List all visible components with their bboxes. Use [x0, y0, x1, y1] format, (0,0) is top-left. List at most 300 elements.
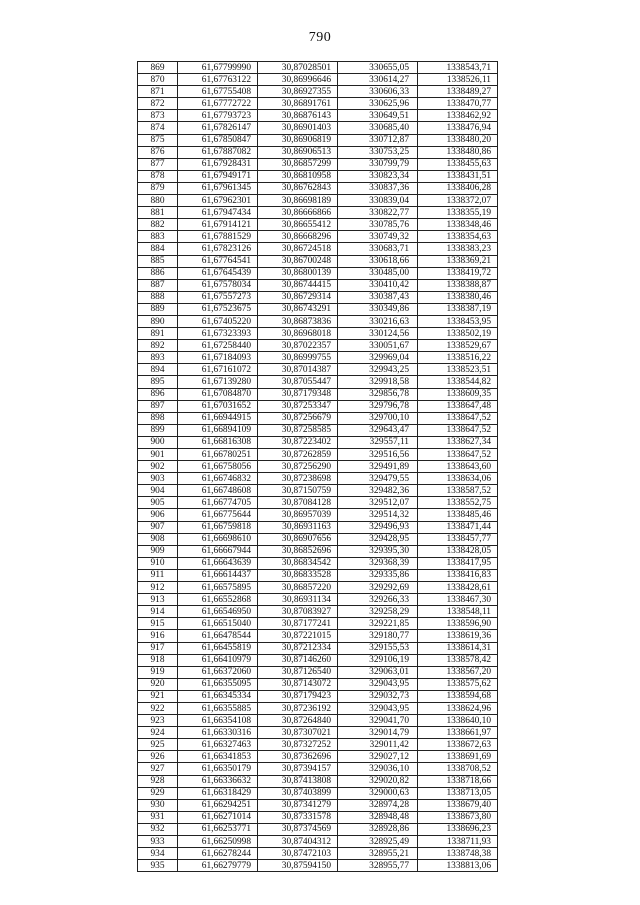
x-coordinate-cell: 329041,70 — [338, 715, 418, 727]
point-number-cell: 879 — [138, 182, 178, 194]
y-coordinate-cell: 1338552,75 — [418, 497, 498, 509]
point-number-cell: 890 — [138, 315, 178, 327]
point-number-cell: 923 — [138, 715, 178, 727]
longitude-cell: 30,87404312 — [258, 836, 338, 848]
x-coordinate-cell: 329516,56 — [338, 449, 418, 461]
latitude-cell: 61,67184093 — [178, 352, 258, 364]
y-coordinate-cell: 1338647,52 — [418, 424, 498, 436]
x-coordinate-cell: 329292,69 — [338, 582, 418, 594]
longitude-cell: 30,86834542 — [258, 557, 338, 569]
y-coordinate-cell: 1338453,95 — [418, 315, 498, 327]
longitude-cell: 30,87264840 — [258, 715, 338, 727]
table-row — [138, 690, 498, 702]
x-coordinate-cell: 329032,73 — [338, 690, 418, 702]
y-coordinate-cell: 1338471,44 — [418, 521, 498, 533]
latitude-cell: 61,66318429 — [178, 787, 258, 799]
y-coordinate-cell: 1338647,52 — [418, 449, 498, 461]
latitude-cell: 61,66455819 — [178, 642, 258, 654]
x-coordinate-cell: 329943,25 — [338, 364, 418, 376]
longitude-cell: 30,86957039 — [258, 509, 338, 521]
latitude-cell: 61,67962301 — [178, 195, 258, 207]
y-coordinate-cell: 1338661,97 — [418, 727, 498, 739]
x-coordinate-cell: 329011,42 — [338, 739, 418, 751]
longitude-cell: 30,87143072 — [258, 678, 338, 690]
longitude-cell: 30,86901403 — [258, 122, 338, 134]
point-number-cell: 897 — [138, 400, 178, 412]
table-row — [138, 388, 498, 400]
y-coordinate-cell: 1338369,21 — [418, 255, 498, 267]
point-number-cell: 871 — [138, 86, 178, 98]
y-coordinate-cell: 1338587,52 — [418, 485, 498, 497]
longitude-cell: 30,87256290 — [258, 461, 338, 473]
x-coordinate-cell: 329969,04 — [338, 352, 418, 364]
longitude-cell: 30,87055447 — [258, 376, 338, 388]
table-row — [138, 666, 498, 678]
x-coordinate-cell: 330649,51 — [338, 110, 418, 122]
y-coordinate-cell: 1338470,77 — [418, 98, 498, 110]
y-coordinate-cell: 1338355,19 — [418, 207, 498, 219]
point-number-cell: 913 — [138, 594, 178, 606]
y-coordinate-cell: 1338594,68 — [418, 690, 498, 702]
x-coordinate-cell: 330349,86 — [338, 303, 418, 315]
coordinates-table-container — [137, 61, 497, 872]
table-row — [138, 848, 498, 860]
point-number-cell: 908 — [138, 533, 178, 545]
y-coordinate-cell: 1338380,46 — [418, 291, 498, 303]
table-row — [138, 207, 498, 219]
table-row — [138, 352, 498, 364]
y-coordinate-cell: 1338467,30 — [418, 594, 498, 606]
longitude-cell: 30,86996646 — [258, 74, 338, 86]
x-coordinate-cell: 330051,67 — [338, 340, 418, 352]
y-coordinate-cell: 1338813,06 — [418, 860, 498, 872]
x-coordinate-cell: 329335,86 — [338, 569, 418, 581]
x-coordinate-cell: 330625,96 — [338, 98, 418, 110]
y-coordinate-cell: 1338718,66 — [418, 775, 498, 787]
y-coordinate-cell: 1338679,40 — [418, 799, 498, 811]
point-number-cell: 919 — [138, 666, 178, 678]
table-row — [138, 594, 498, 606]
y-coordinate-cell: 1338567,20 — [418, 666, 498, 678]
point-number-cell: 895 — [138, 376, 178, 388]
x-coordinate-cell: 329796,78 — [338, 400, 418, 412]
x-coordinate-cell: 330614,27 — [338, 74, 418, 86]
table-row — [138, 255, 498, 267]
latitude-cell: 61,66253771 — [178, 823, 258, 835]
latitude-cell: 61,66667944 — [178, 545, 258, 557]
longitude-cell: 30,87331578 — [258, 811, 338, 823]
latitude-cell: 61,66350179 — [178, 763, 258, 775]
x-coordinate-cell: 330683,71 — [338, 243, 418, 255]
latitude-cell: 61,67799990 — [178, 62, 258, 74]
y-coordinate-cell: 1338627,34 — [418, 436, 498, 448]
x-coordinate-cell: 329428,95 — [338, 533, 418, 545]
latitude-cell: 61,66250998 — [178, 836, 258, 848]
latitude-cell: 61,66327463 — [178, 739, 258, 751]
latitude-cell: 61,67258440 — [178, 340, 258, 352]
longitude-cell: 30,87403899 — [258, 787, 338, 799]
x-coordinate-cell: 329036,10 — [338, 763, 418, 775]
point-number-cell: 875 — [138, 134, 178, 146]
x-coordinate-cell: 329491,89 — [338, 461, 418, 473]
point-number-cell: 933 — [138, 836, 178, 848]
table-row — [138, 291, 498, 303]
latitude-cell: 61,67928431 — [178, 158, 258, 170]
point-number-cell: 917 — [138, 642, 178, 654]
y-coordinate-cell: 1338526,11 — [418, 74, 498, 86]
point-number-cell: 889 — [138, 303, 178, 315]
longitude-cell: 30,87083927 — [258, 606, 338, 618]
x-coordinate-cell: 330618,66 — [338, 255, 418, 267]
point-number-cell: 924 — [138, 727, 178, 739]
table-row — [138, 811, 498, 823]
table-row — [138, 110, 498, 122]
point-number-cell: 887 — [138, 279, 178, 291]
table-row — [138, 642, 498, 654]
longitude-cell: 30,86700248 — [258, 255, 338, 267]
longitude-cell: 30,87472103 — [258, 848, 338, 860]
longitude-cell: 30,87177241 — [258, 618, 338, 630]
y-coordinate-cell: 1338544,82 — [418, 376, 498, 388]
latitude-cell: 61,66546950 — [178, 606, 258, 618]
y-coordinate-cell: 1338596,90 — [418, 618, 498, 630]
table-row — [138, 461, 498, 473]
point-number-cell: 876 — [138, 146, 178, 158]
latitude-cell: 61,67763122 — [178, 74, 258, 86]
longitude-cell: 30,86968018 — [258, 328, 338, 340]
longitude-cell: 30,87374569 — [258, 823, 338, 835]
latitude-cell: 61,67772722 — [178, 98, 258, 110]
latitude-cell: 61,66354108 — [178, 715, 258, 727]
latitude-cell: 61,67947434 — [178, 207, 258, 219]
point-number-cell: 888 — [138, 291, 178, 303]
longitude-cell: 30,86931163 — [258, 521, 338, 533]
latitude-cell: 61,67961345 — [178, 182, 258, 194]
point-number-cell: 925 — [138, 739, 178, 751]
table-row — [138, 424, 498, 436]
latitude-cell: 61,67823126 — [178, 243, 258, 255]
latitude-cell: 61,67793723 — [178, 110, 258, 122]
point-number-cell: 928 — [138, 775, 178, 787]
latitude-cell: 61,66748608 — [178, 485, 258, 497]
latitude-cell: 61,67523675 — [178, 303, 258, 315]
x-coordinate-cell: 329512,07 — [338, 497, 418, 509]
point-number-cell: 914 — [138, 606, 178, 618]
longitude-cell: 30,87413808 — [258, 775, 338, 787]
point-number-cell: 893 — [138, 352, 178, 364]
point-number-cell: 891 — [138, 328, 178, 340]
y-coordinate-cell: 1338348,46 — [418, 219, 498, 231]
longitude-cell: 30,86833528 — [258, 569, 338, 581]
x-coordinate-cell: 330799,79 — [338, 158, 418, 170]
longitude-cell: 30,86729314 — [258, 291, 338, 303]
point-number-cell: 912 — [138, 582, 178, 594]
x-coordinate-cell: 329557,11 — [338, 436, 418, 448]
latitude-cell: 61,66614437 — [178, 569, 258, 581]
longitude-cell: 30,86999755 — [258, 352, 338, 364]
x-coordinate-cell: 330410,42 — [338, 279, 418, 291]
x-coordinate-cell: 329043,95 — [338, 678, 418, 690]
point-number-cell: 921 — [138, 690, 178, 702]
x-coordinate-cell: 329063,01 — [338, 666, 418, 678]
table-row — [138, 787, 498, 799]
x-coordinate-cell: 329700,10 — [338, 412, 418, 424]
y-coordinate-cell: 1338480,20 — [418, 134, 498, 146]
x-coordinate-cell: 329043,95 — [338, 702, 418, 714]
table-row — [138, 243, 498, 255]
longitude-cell: 30,87594150 — [258, 860, 338, 872]
latitude-cell: 61,67405220 — [178, 315, 258, 327]
table-row — [138, 376, 498, 388]
table-row — [138, 328, 498, 340]
latitude-cell: 61,66330316 — [178, 727, 258, 739]
latitude-cell: 61,66780251 — [178, 449, 258, 461]
point-number-cell: 930 — [138, 799, 178, 811]
point-number-cell: 874 — [138, 122, 178, 134]
x-coordinate-cell: 330485,00 — [338, 267, 418, 279]
longitude-cell: 30,87256679 — [258, 412, 338, 424]
x-coordinate-cell: 329856,78 — [338, 388, 418, 400]
longitude-cell: 30,87014387 — [258, 364, 338, 376]
y-coordinate-cell: 1338476,94 — [418, 122, 498, 134]
latitude-cell: 61,67031652 — [178, 400, 258, 412]
table-row — [138, 98, 498, 110]
y-coordinate-cell: 1338672,63 — [418, 739, 498, 751]
point-number-cell: 932 — [138, 823, 178, 835]
point-number-cell: 881 — [138, 207, 178, 219]
y-coordinate-cell: 1338455,63 — [418, 158, 498, 170]
longitude-cell: 30,87126540 — [258, 666, 338, 678]
x-coordinate-cell: 329918,58 — [338, 376, 418, 388]
table-row — [138, 267, 498, 279]
coordinates-table — [137, 61, 498, 872]
y-coordinate-cell: 1338647,48 — [418, 400, 498, 412]
point-number-cell: 894 — [138, 364, 178, 376]
latitude-cell: 61,66816308 — [178, 436, 258, 448]
point-number-cell: 885 — [138, 255, 178, 267]
y-coordinate-cell: 1338575,62 — [418, 678, 498, 690]
longitude-cell: 30,86906819 — [258, 134, 338, 146]
longitude-cell: 30,86857220 — [258, 582, 338, 594]
latitude-cell: 61,66355095 — [178, 678, 258, 690]
y-coordinate-cell: 1338647,52 — [418, 412, 498, 424]
y-coordinate-cell: 1338609,35 — [418, 388, 498, 400]
y-coordinate-cell: 1338634,06 — [418, 473, 498, 485]
point-number-cell: 878 — [138, 170, 178, 182]
table-row — [138, 727, 498, 739]
table-row — [138, 219, 498, 231]
longitude-cell: 30,87394157 — [258, 763, 338, 775]
table-row — [138, 763, 498, 775]
table-row — [138, 582, 498, 594]
latitude-cell: 61,67949171 — [178, 170, 258, 182]
point-number-cell: 880 — [138, 195, 178, 207]
point-number-cell: 931 — [138, 811, 178, 823]
y-coordinate-cell: 1338748,38 — [418, 848, 498, 860]
table-row — [138, 122, 498, 134]
table-row — [138, 678, 498, 690]
x-coordinate-cell: 329258,29 — [338, 606, 418, 618]
table-row — [138, 231, 498, 243]
table-row — [138, 158, 498, 170]
latitude-cell: 61,66774705 — [178, 497, 258, 509]
x-coordinate-cell: 330606,33 — [338, 86, 418, 98]
latitude-cell: 61,66271014 — [178, 811, 258, 823]
latitude-cell: 61,67764541 — [178, 255, 258, 267]
y-coordinate-cell: 1338523,51 — [418, 364, 498, 376]
point-number-cell: 920 — [138, 678, 178, 690]
longitude-cell: 30,87146260 — [258, 654, 338, 666]
point-number-cell: 884 — [138, 243, 178, 255]
table-row — [138, 509, 498, 521]
table-row — [138, 400, 498, 412]
latitude-cell: 61,66575895 — [178, 582, 258, 594]
table-row — [138, 497, 498, 509]
table-row — [138, 569, 498, 581]
x-coordinate-cell: 329479,55 — [338, 473, 418, 485]
longitude-cell: 30,86655412 — [258, 219, 338, 231]
point-number-cell: 877 — [138, 158, 178, 170]
y-coordinate-cell: 1338619,36 — [418, 630, 498, 642]
table-row — [138, 860, 498, 872]
longitude-cell: 30,86876143 — [258, 110, 338, 122]
x-coordinate-cell: 328955,77 — [338, 860, 418, 872]
table-row — [138, 436, 498, 448]
latitude-cell: 61,67887082 — [178, 146, 258, 158]
longitude-cell: 30,87212334 — [258, 642, 338, 654]
latitude-cell: 61,66894109 — [178, 424, 258, 436]
point-number-cell: 926 — [138, 751, 178, 763]
table-row — [138, 182, 498, 194]
table-row — [138, 279, 498, 291]
point-number-cell: 903 — [138, 473, 178, 485]
latitude-cell: 61,66345334 — [178, 690, 258, 702]
table-row — [138, 545, 498, 557]
x-coordinate-cell: 329643,47 — [338, 424, 418, 436]
longitude-cell: 30,86927355 — [258, 86, 338, 98]
y-coordinate-cell: 1338708,52 — [418, 763, 498, 775]
point-number-cell: 902 — [138, 461, 178, 473]
longitude-cell: 30,86800139 — [258, 267, 338, 279]
y-coordinate-cell: 1338543,71 — [418, 62, 498, 74]
y-coordinate-cell: 1338417,95 — [418, 557, 498, 569]
y-coordinate-cell: 1338624,96 — [418, 702, 498, 714]
x-coordinate-cell: 329014,79 — [338, 727, 418, 739]
table-row — [138, 134, 498, 146]
point-number-cell: 911 — [138, 569, 178, 581]
y-coordinate-cell: 1338406,28 — [418, 182, 498, 194]
coordinates-table-body — [138, 62, 498, 872]
x-coordinate-cell: 330823,34 — [338, 170, 418, 182]
longitude-cell: 30,87341279 — [258, 799, 338, 811]
x-coordinate-cell: 329027,12 — [338, 751, 418, 763]
latitude-cell: 61,67914121 — [178, 219, 258, 231]
y-coordinate-cell: 1338354,63 — [418, 231, 498, 243]
longitude-cell: 30,87253347 — [258, 400, 338, 412]
table-row — [138, 521, 498, 533]
longitude-cell: 30,86857299 — [258, 158, 338, 170]
longitude-cell: 30,86744415 — [258, 279, 338, 291]
x-coordinate-cell: 330124,56 — [338, 328, 418, 340]
latitude-cell: 61,66341853 — [178, 751, 258, 763]
y-coordinate-cell: 1338480,86 — [418, 146, 498, 158]
x-coordinate-cell: 330753,25 — [338, 146, 418, 158]
y-coordinate-cell: 1338462,92 — [418, 110, 498, 122]
x-coordinate-cell: 329496,93 — [338, 521, 418, 533]
table-row — [138, 823, 498, 835]
latitude-cell: 61,66775644 — [178, 509, 258, 521]
point-number-cell: 901 — [138, 449, 178, 461]
table-row — [138, 557, 498, 569]
point-number-cell: 883 — [138, 231, 178, 243]
table-row — [138, 485, 498, 497]
table-row — [138, 74, 498, 86]
y-coordinate-cell: 1338643,60 — [418, 461, 498, 473]
x-coordinate-cell: 330839,04 — [338, 195, 418, 207]
point-number-cell: 910 — [138, 557, 178, 569]
x-coordinate-cell: 328948,48 — [338, 811, 418, 823]
point-number-cell: 899 — [138, 424, 178, 436]
y-coordinate-cell: 1338372,07 — [418, 195, 498, 207]
y-coordinate-cell: 1338640,10 — [418, 715, 498, 727]
longitude-cell: 30,87150759 — [258, 485, 338, 497]
table-row — [138, 618, 498, 630]
x-coordinate-cell: 329106,19 — [338, 654, 418, 666]
point-number-cell: 918 — [138, 654, 178, 666]
y-coordinate-cell: 1338383,23 — [418, 243, 498, 255]
latitude-cell: 61,66294251 — [178, 799, 258, 811]
longitude-cell: 30,87236192 — [258, 702, 338, 714]
x-coordinate-cell: 329155,53 — [338, 642, 418, 654]
y-coordinate-cell: 1338489,27 — [418, 86, 498, 98]
x-coordinate-cell: 330822,77 — [338, 207, 418, 219]
longitude-cell: 30,87238698 — [258, 473, 338, 485]
x-coordinate-cell: 330655,05 — [338, 62, 418, 74]
table-row — [138, 412, 498, 424]
table-row — [138, 86, 498, 98]
longitude-cell: 30,86906513 — [258, 146, 338, 158]
latitude-cell: 61,66758056 — [178, 461, 258, 473]
point-number-cell: 929 — [138, 787, 178, 799]
latitude-cell: 61,67645439 — [178, 267, 258, 279]
longitude-cell: 30,86891761 — [258, 98, 338, 110]
x-coordinate-cell: 330785,76 — [338, 219, 418, 231]
point-number-cell: 922 — [138, 702, 178, 714]
x-coordinate-cell: 329266,33 — [338, 594, 418, 606]
latitude-cell: 61,67826147 — [178, 122, 258, 134]
y-coordinate-cell: 1338457,77 — [418, 533, 498, 545]
latitude-cell: 61,67161072 — [178, 364, 258, 376]
latitude-cell: 61,66746832 — [178, 473, 258, 485]
y-coordinate-cell: 1338673,80 — [418, 811, 498, 823]
point-number-cell: 869 — [138, 62, 178, 74]
longitude-cell: 30,87022357 — [258, 340, 338, 352]
latitude-cell: 61,66643639 — [178, 557, 258, 569]
point-number-cell: 934 — [138, 848, 178, 860]
y-coordinate-cell: 1338387,19 — [418, 303, 498, 315]
y-coordinate-cell: 1338428,05 — [418, 545, 498, 557]
table-row — [138, 473, 498, 485]
latitude-cell: 61,66478544 — [178, 630, 258, 642]
y-coordinate-cell: 1338428,61 — [418, 582, 498, 594]
table-row — [138, 751, 498, 763]
point-number-cell: 870 — [138, 74, 178, 86]
longitude-cell: 30,87327252 — [258, 739, 338, 751]
x-coordinate-cell: 328955,21 — [338, 848, 418, 860]
longitude-cell: 30,87362696 — [258, 751, 338, 763]
x-coordinate-cell: 329482,36 — [338, 485, 418, 497]
longitude-cell: 30,87223402 — [258, 436, 338, 448]
